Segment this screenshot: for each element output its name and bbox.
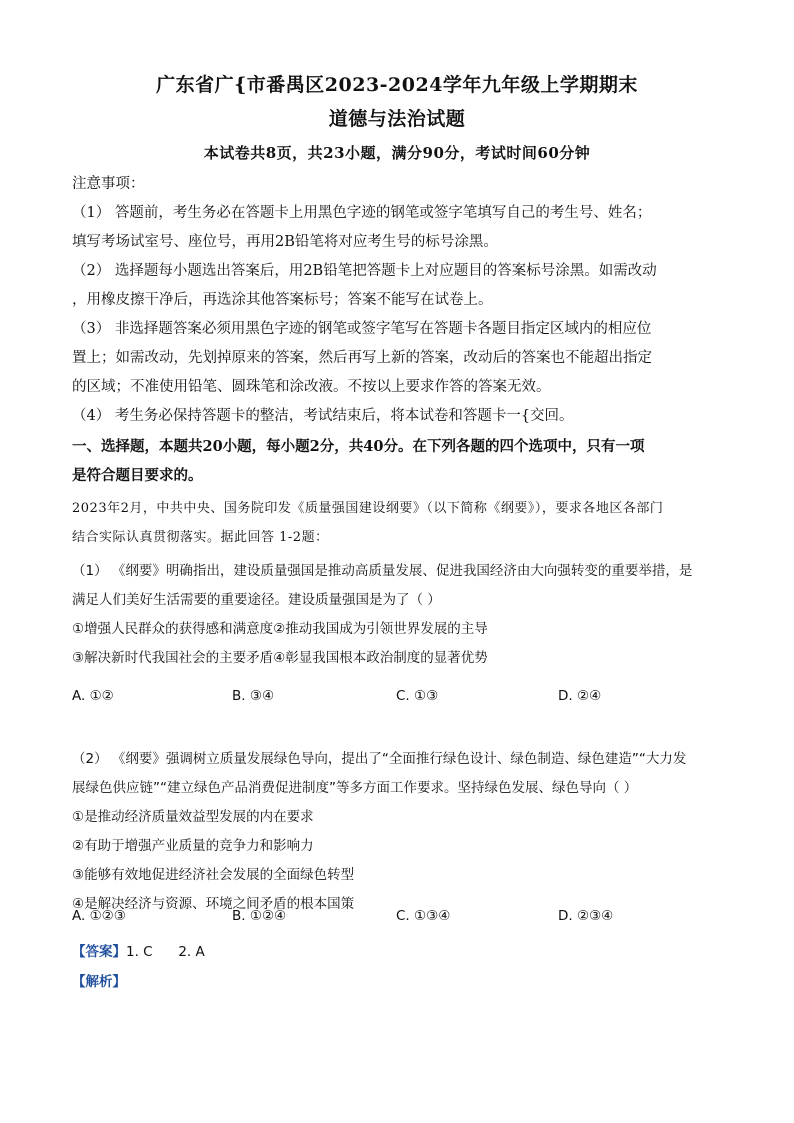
exam-title: 广东省广{市番禺区2023-2024学年九年级上学期期末 [156,74,638,96]
notice-line: ，用橡皮擦干净后，再选涂其他答案标号；答案不能写在试卷上。 [72,292,493,308]
question-1 [72,557,722,673]
material-line: 2023年2月，中共中央、国务院印发《质量强国建设纲要》（以下简称《纲要》），要求各地区各部门 [72,501,664,516]
q2-options [72,908,722,932]
answer-line [72,940,205,960]
option-b[interactable]: B. ③④ [232,688,275,704]
section-line: 一、选择题，本题共20小题，每小题2分，共40分。在下列各题的四个选项中，只有一项 [72,438,645,455]
option-c[interactable]: C. ①③ [396,688,439,704]
answer-text: 1. C 2. A [126,944,205,960]
notice-line: 的区域；不准使用铅笔、圆珠笔和涂改液。不按以上要求作答的答案无效。 [72,379,551,395]
analysis-tag: 【解析】 [72,974,126,990]
notice-section [72,170,722,431]
exam-subject: 道德与法治试题 [328,108,466,130]
option-a[interactable]: A. ①②③ [72,908,126,924]
notice-line: （2） 选择题每小题选出答案后，用2B铅笔把答题卡上对应题目的答案标号涂黑。如需改动 [72,263,657,279]
question-stem: （2） 《纲要》强调树立质量发展绿色导向，提出了“全面推行绿色设计、绿色制造、绿色建造”“大力发 [72,751,687,767]
question-stem: 展绿色供应链”“建立绿色产品消费促进制度”等多方面工作要求。坚持绿色发展、绿色导向（ ） [72,780,638,796]
option-d[interactable]: D. ②③④ [558,908,614,924]
question-2 [72,745,722,919]
statement: ①增强人民群众的获得感和满意度②推动我国成为引领世界发展的主导 [72,621,488,637]
option-a[interactable]: A. ①② [72,688,114,704]
section-line: 是符合题目要求的。 [72,467,203,484]
statement: ③能够有效地促进经济社会发展的全面绿色转型 [72,867,355,883]
notice-line: （1） 答题前，考生务必在答题卡上用黑色字迹的钢笔或签字笔填写自己的考生号、姓名； [72,205,652,221]
option-d[interactable]: D. ②④ [558,688,602,704]
notice-line: （4） 考生务必保持答题卡的整洁，考试结束后，将本试卷和答题卡一{交回。 [72,408,574,424]
q1-options [72,688,722,712]
notice-heading: 注意事项： [72,176,145,192]
option-b[interactable]: B. ①②④ [232,908,287,924]
question-stem: （1） 《纲要》明确指出，建设质量强国是推动高质量发展、促进我国经济由大向强转变的重要举措，是 [72,563,693,579]
notice-line: 填写考场试室号、座位号，再用2B铅笔将对应考生号的标号涂黑。 [72,234,498,250]
question-stem: 满足人们美好生活需要的重要途径。建设质量强国是为了（ ） [72,592,441,608]
material-passage [72,494,722,552]
option-c[interactable]: C. ①③④ [396,908,451,924]
statement: ②有助于增强产业质量的竞争力和影响力 [72,838,314,854]
exam-info: 本试卷共8页，共23小题，满分90分，考试时间60分钟 [203,144,591,162]
statement: ③解决新时代我国社会的主要矛盾④彰显我国根本政治制度的显著优势 [72,650,488,666]
answer-tag: 【答案】 [72,944,126,960]
analysis-line [72,970,126,990]
section-heading [72,432,722,490]
statement: ①是推动经济质量效益型发展的内在要求 [72,809,314,825]
notice-line: 置上；如需改动，先划掉原来的答案，然后再写上新的答案，改动后的答案也不能超出指定 [72,350,652,366]
statement: ④是解决经济与资源、环境之间矛盾的根本国策 [72,896,355,912]
notice-line: （3） 非选择题答案必须用黑色字迹的钢笔或签字笔写在答题卡各题目指定区域内的相应位 [72,321,652,337]
material-line: 结合实际认真贯彻落实。据此回答 1-2题： [72,530,329,545]
